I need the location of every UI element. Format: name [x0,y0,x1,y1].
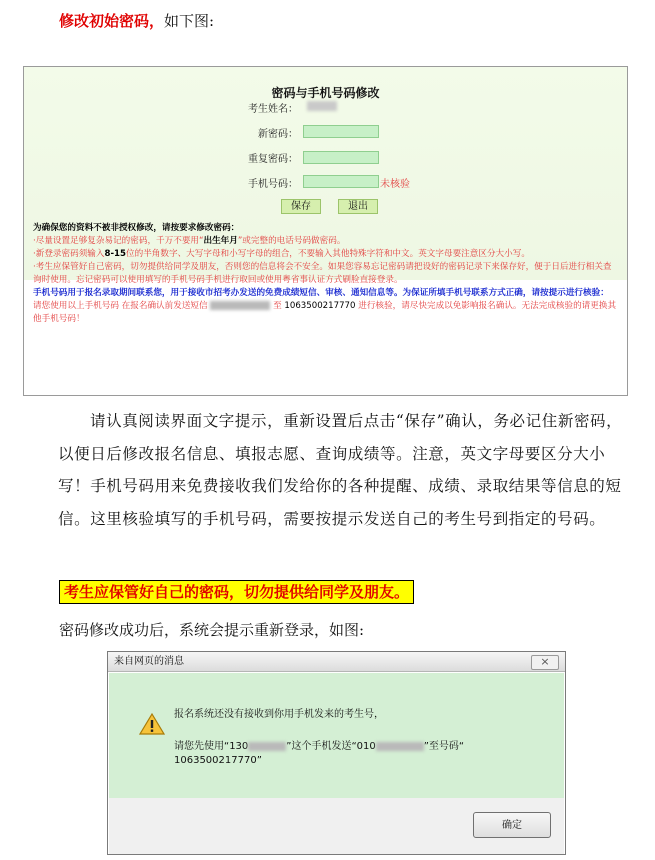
dialog-titlebar [108,652,565,672]
masked-phone [248,742,286,751]
dialog-message-line-2: 请您先使用“130 ”这个手机发送“010 ”至号码“ [174,741,465,752]
heading-rest: 如下图: [164,12,215,30]
phone-label: 手机号码： [248,179,298,190]
note-line-3: ·考生应保管好自己密码，切勿提供给同学及朋友，否则您的信息将会不安全。如果您容易忘记密码请把设好的密码记录下来保存好，便于日后进行相关查询时使用。忘记密码可以使用填写的手机号码手机进行取回或使用粤省事认证方式刷脸直接登录。 [33,262,612,285]
repeat-password-input[interactable] [303,151,379,164]
masked-text [210,301,270,310]
masked-exam-id [376,742,424,751]
dialog-message-line-3: 1063500217770” [174,755,262,766]
heading-highlight: 修改初始密码， [59,12,165,30]
after-text: 密码修改成功后，系统会提示重新登录，如图: [59,621,365,639]
form-notes [33,222,618,326]
section-heading [59,10,214,31]
password-form-screenshot [23,66,628,396]
new-password-label: 新密码： [258,129,298,140]
dialog-body [109,673,564,798]
warning-highlight: 考生应保管好自己的密码，切勿提供给同学及朋友。 [59,580,414,604]
phone-input[interactable] [303,175,379,188]
dialog-title: 来自网页的消息 [114,656,184,667]
notes-heading: 为确保您的资料不被非授权修改，请按要求修改密码： [33,223,240,233]
dialog-message-line-1: 报名系统还没有接收到你用手机发来的考生号， [174,709,384,720]
save-button[interactable]: 保存 [281,199,321,214]
name-label: 考生姓名： [248,104,298,115]
ok-button[interactable]: 确定 [473,812,551,838]
warning-icon [139,712,165,736]
instruction-paragraph: 请认真阅读界面文字提示，重新设置后点击“保存”确认，务必记住新密码，以便日后修改报名信息、填报志愿、查询成绩等。注意，英文字母要区分大小写！手机号码用来免费接收我们发给你的各种提醒、成绩、录取结果等信息的短信。这里核验填写的手机号码，需要按提示发送自己的考生号到指定的号码。 [58,412,623,528]
note-line-4: 手机号码用于报名录取期间联系您，用于接收市招考办发送的免费成绩短信、审核、通知信息等。为保证所填手机号联系方式正确，请按提示进行核验： [33,288,609,298]
repeat-password-label: 重复密码： [248,154,298,165]
note-line-5: 请您使用以上手机号码 在报名确认前发送短信 至 1063500217770 进行核验，请尽快完成以免影响报名确认。无法完成核验的请更换其他手机号码！ [33,301,617,324]
name-value-masked [307,101,337,111]
close-icon[interactable]: × [531,655,559,670]
note-line-2: ·新登录密码须输入8-15位的半角数字、大写字母和小写字母的组合，不要输入其他特殊字符和中文。英文字母要注意区分大小写。 [33,249,530,259]
new-password-input[interactable] [303,125,379,138]
exit-button[interactable]: 退出 [338,199,378,214]
note-line-1: ·尽量设置足够复杂易记的密码，千万不要用“出生年月”或完整的电话号码做密码。 [33,236,346,246]
form-title: 密码与手机号码修改 [271,86,380,100]
phone-status: 未核验 [380,179,410,190]
message-dialog [107,651,566,855]
